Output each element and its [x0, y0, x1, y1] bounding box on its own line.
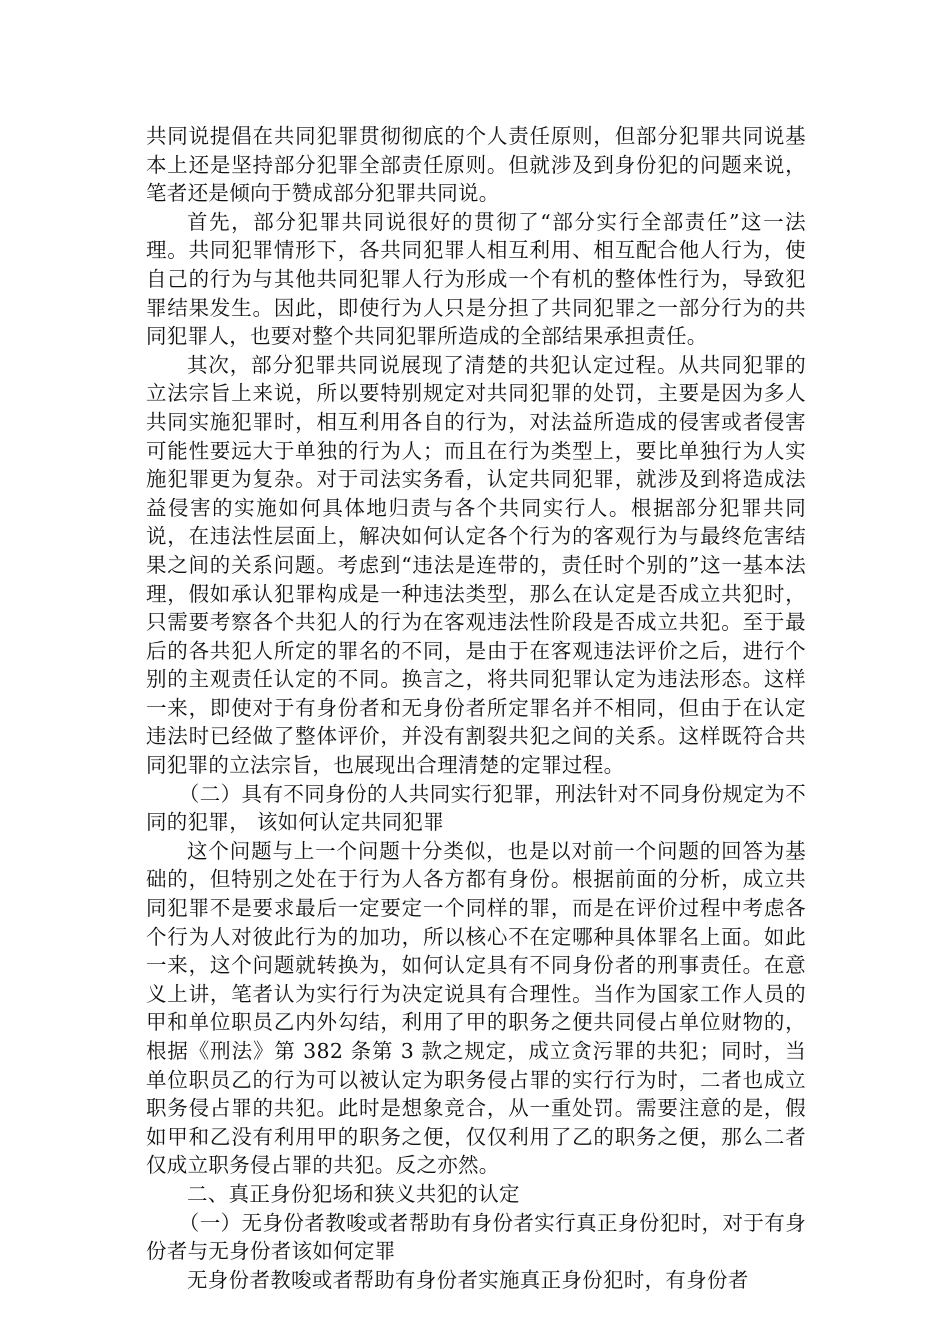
section-heading-2: （二）具有不同身份的人共同实行犯罪，刑法针对不同身份规定为不同的犯罪， 该如何认定共同犯罪: [146, 781, 806, 835]
section-heading-1: （一）无身份者教唆或者帮助有身份者实行真正身份犯时，对于有身份者与无身份者该如何定罪: [146, 1210, 806, 1264]
section-heading-main: 二、真正身份犯场和狭义共犯的认定: [187, 1181, 520, 1206]
paragraph-final: 无身份者教唆或者帮助有身份者实施真正身份犯时，有身份者: [187, 1267, 749, 1292]
paragraph-continuation: 共同说提倡在共同犯罪贯彻彻底的个人责任原则，但部分犯罪共同说基本上还是坚持部分犯罪全部责任原则。但就涉及到身份犯的问题来说，笔者还是倾向于赞成部分犯罪共同说。: [146, 124, 806, 206]
paragraph-second-reason: 其次，部分犯罪共同说展现了清楚的共犯认定过程。从共同犯罪的立法宗旨上来说，所以要特别规定对共同犯罪的处罚，主要是因为多人共同实施犯罪时，相互利用各自的行为，对法益所造成的侵害或者侵害可能性要远大于单独的行为人；而且在行为类型上，要比单独行为人实施犯罪更为复杂。对于司法实务看，认定共同犯罪，就涉及到将造成法益侵害的实施如何具体地归责与各个共同实行人。根据部分犯罪共同说，在违法性层面上，解决如何认定各个行为的客观行为与最终危害结果之间的关系问题。考虑到“违法是连带的，责任时个别的”这一基本法理，假如承认犯罪构成是一种违法类型，那么在认定是否成立共犯时，只需要考察各个共犯人的行为在客观违法性阶段是否成立共犯。至于最后的各共犯人所定的罪名的不同，是由于在客观违法评价之后，进行个别的主观责任认定的不同。换言之，将共同犯罪认定为违法形态。这样一来，即使对于有身份者和无身份者所定罪名并不相同，但由于在认定违法时已经做了整体评价，并没有割裂共犯之间的关系。这样既符合共同犯罪的立法宗旨，也展现出合理清楚的定罪过程。: [146, 352, 806, 778]
document-page: [146, 122, 806, 1294]
paragraph-analysis: 这个问题与上一个问题十分类似，也是以对前一个问题的回答为基础的，但特别之处在于行为人各方都有身份。根据前面的分析，成立共同犯罪不是要求最后一定要定一个同样的罪，而是在评价过程中考虑各个行为人对彼此行为的加功，所以核心不在定哪种具体罪名上面。如此一来，这个问题就转换为，如何认定具有不同身份者的刑事责任。在意义上讲，笔者认为实行行为决定说具有合理性。当作为国家工作人员的甲和单位职员乙内外勾结，利用了甲的职务之便共同侵占单位财物的，根据《刑法》第 382 条第 3 款之规定，成立贪污罪的共犯；同时，当单位职员乙的行为可以被认定为职务侵占罪的实行行为时，二者也成立职务侵占罪的共犯。此时是想象竞合，从一重处罚。需要注意的是，假如甲和乙没有利用甲的职务之便，仅仅利用了乙的职务之便，那么二者仅成立职务侵占罪的共犯。反之亦然。: [146, 838, 806, 1178]
paragraph-first-reason: 首先，部分犯罪共同说很好的贯彻了“部分实行全部责任”这一法理。共同犯罪情形下，各共同犯罪人相互利用、相互配合他人行为，使自己的行为与其他共同犯罪人行为形成一个有机的整体性行为，导致犯罪结果发生。因此，即使行为人只是分担了共同犯罪之一部分行为的共同犯罪人，也要对整个共同犯罪所造成的全部结果承担责任。: [146, 209, 806, 349]
